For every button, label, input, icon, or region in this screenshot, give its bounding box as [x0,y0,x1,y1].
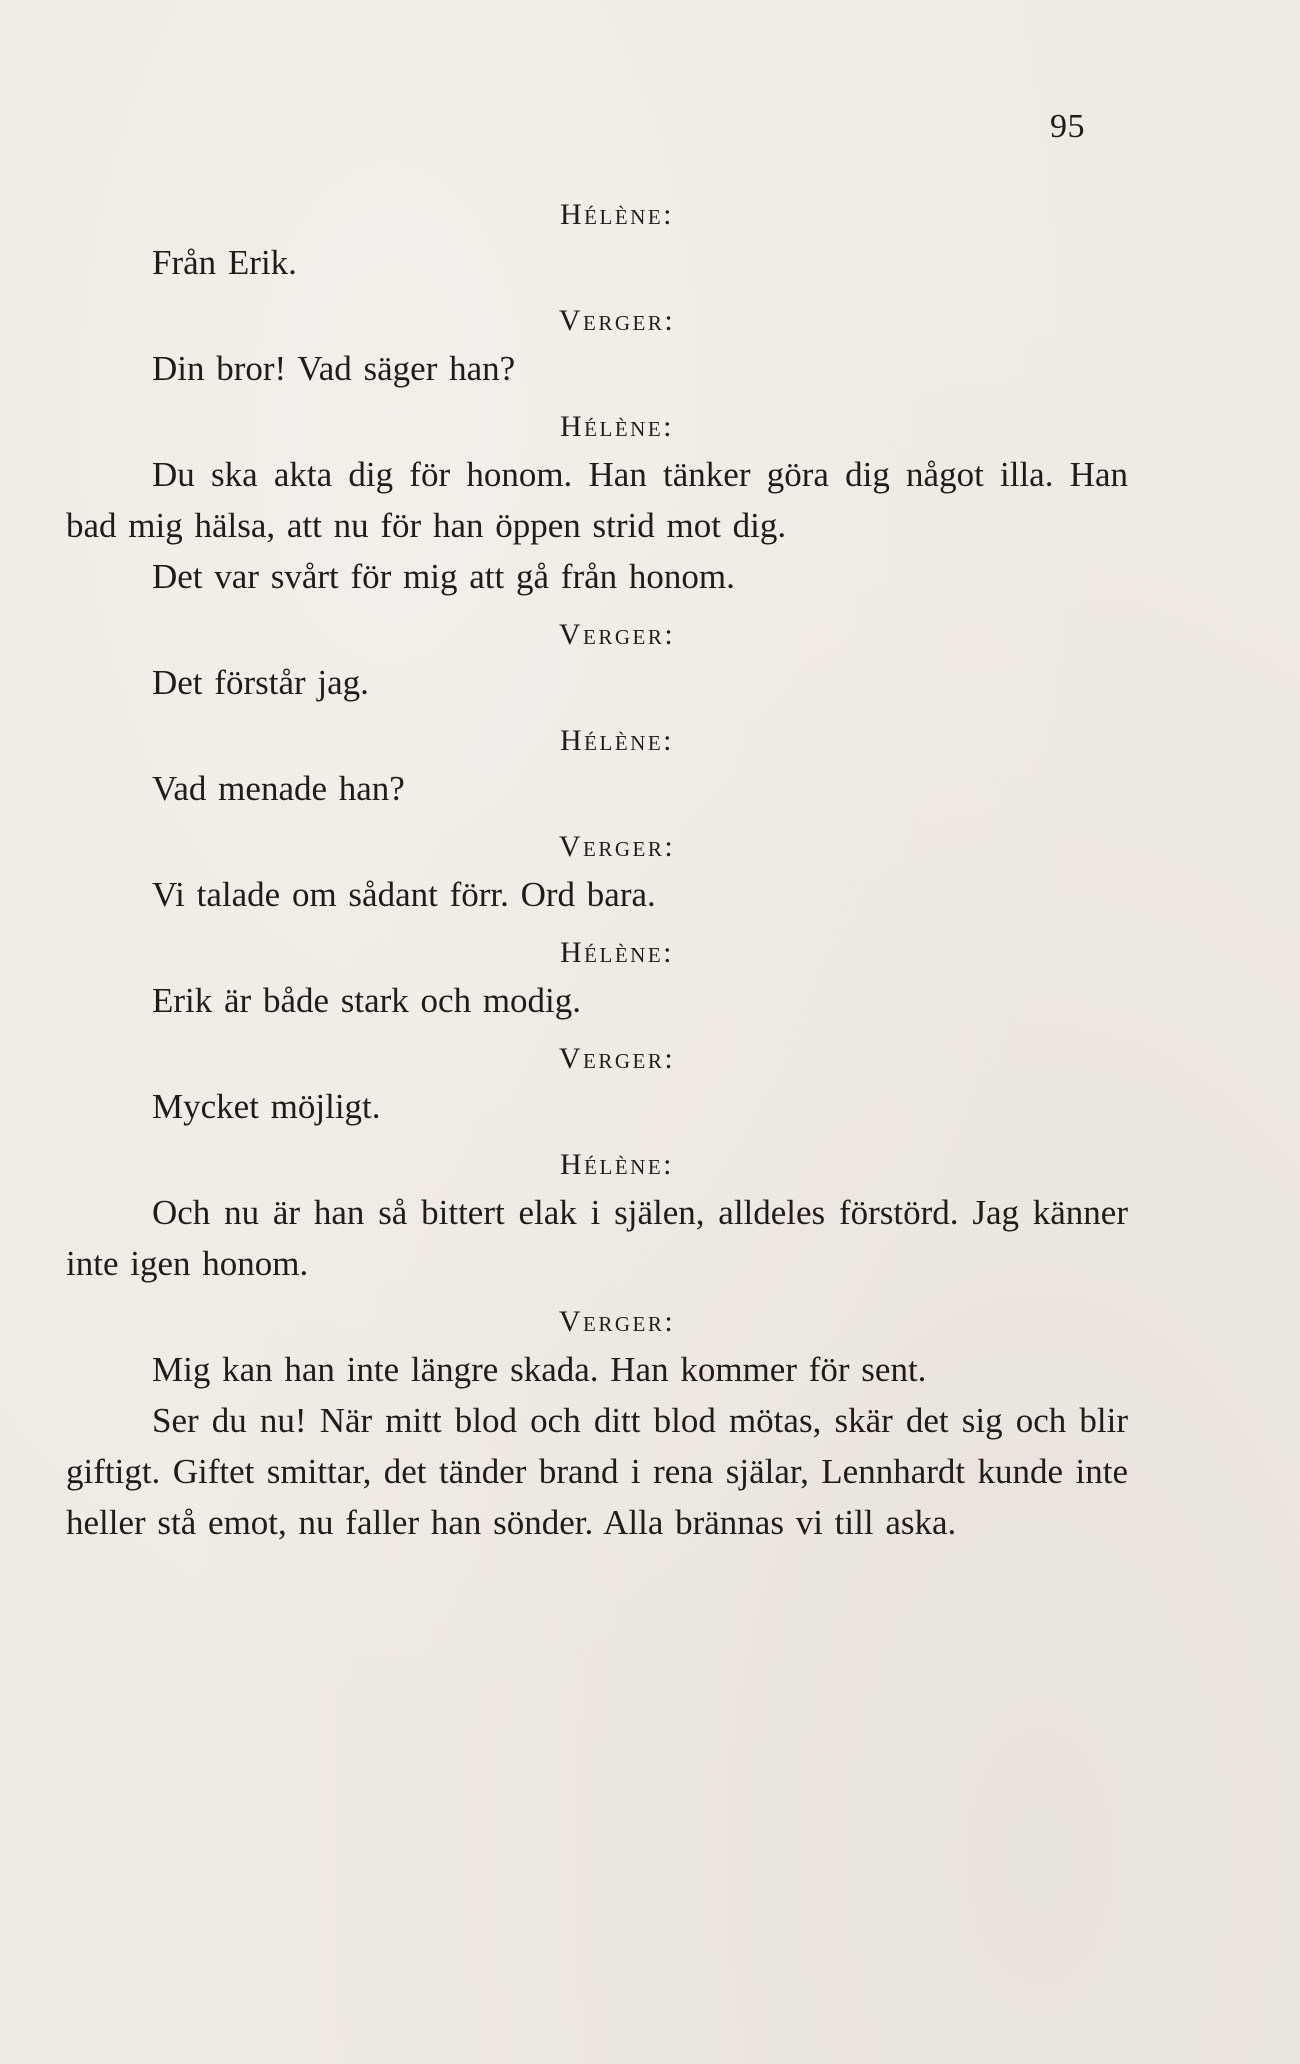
speaker-name: Hélène: [560,724,674,757]
speaker-name: Verger: [558,304,676,337]
speech-paragraph: Det förstår jag. [152,663,369,702]
dialogue-block [66,1145,1128,1289]
speech [66,1081,1128,1132]
speech [66,343,1128,394]
speech-paragraph: Du ska akta dig för honom. Han tänker göra dig något illa. Han bad mig hälsa, att nu för han öppen strid mot dig. [66,455,1128,545]
dialogue-block [66,1039,1128,1132]
speaker-name: Hélène: [560,410,674,443]
speech [66,449,1128,602]
speech-paragraph: Vad menade han? [152,769,405,808]
speech [66,869,1128,920]
speech-paragraph: Vi talade om sådant förr. Ord bara. [152,875,656,914]
speaker-name: Verger: [558,618,676,651]
speech [66,1187,1128,1289]
speech-paragraph: Och nu är han så bittert elak i själen, alldeles förstörd. Jag känner inte igen honom. [66,1193,1128,1283]
dialogue-block [66,1302,1128,1548]
dialogue-block [66,827,1128,920]
dialogue-block [66,301,1128,394]
speaker-name: Verger: [558,1305,676,1338]
page-number: 95 [1050,108,1085,145]
speech [66,657,1128,708]
speaker-name: Verger: [558,830,676,863]
speech-paragraph: Det var svårt för mig att gå från honom. [152,557,735,596]
speech-paragraph: Din bror! Vad säger han? [152,349,516,388]
speech-paragraph: Mig kan han inte längre skada. Han kommer för sent. [152,1350,927,1389]
dialogue-block [66,615,1128,708]
dialogue-block [66,407,1128,602]
dialogue-text [66,195,1128,1548]
speech [66,1344,1128,1548]
speech [66,763,1128,814]
dialogue-block [66,933,1128,1026]
speaker-name: Hélène: [560,198,674,231]
speech [66,237,1128,288]
speaker-name: Hélène: [560,1148,674,1181]
speaker-name: Verger: [558,1042,676,1075]
speaker-name: Hélène: [560,936,674,969]
speech-paragraph: Erik är både stark och modig. [152,981,582,1020]
speech [66,975,1128,1026]
speech-paragraph: Ser du nu! När mitt blod och ditt blod mötas, skär det sig och blir giftigt. Giftet smittar, det tänder brand i rena själar, Lennhardt kunde inte heller stå emot, nu faller han sönder. Alla brännas vi till aska. [66,1401,1128,1542]
dialogue-block [66,721,1128,814]
speech-paragraph: Från Erik. [152,243,297,282]
speech-paragraph: Mycket möjligt. [152,1087,381,1126]
dialogue-block [66,195,1128,288]
